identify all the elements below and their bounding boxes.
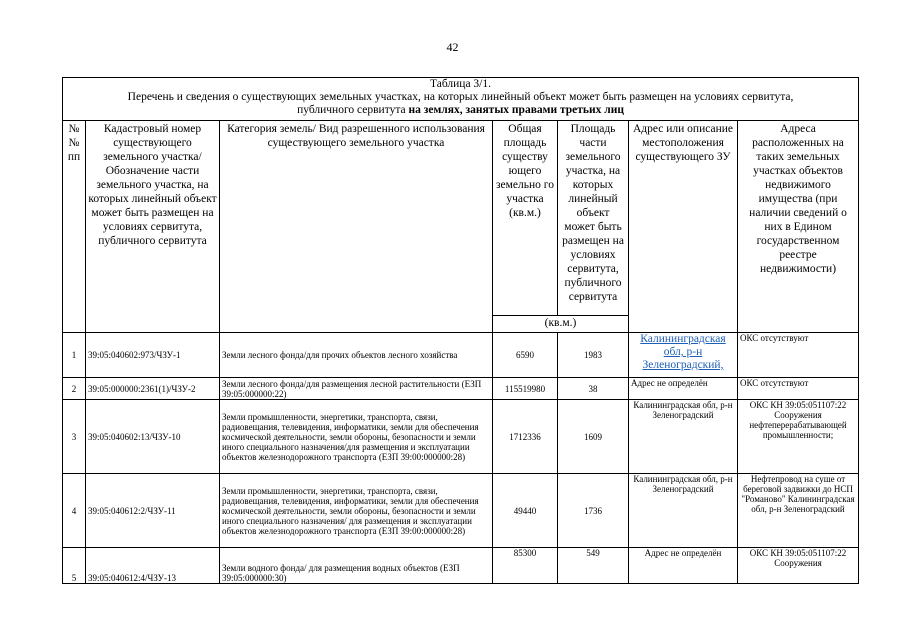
cell-cadastral: 39:05:000000:2361(1)/ЧЗУ-2 — [86, 378, 220, 400]
cell-category: Земли лесного фонда/для прочих объектов лесного хозяйства — [220, 333, 493, 378]
cell-total-area: 1712336 — [493, 400, 558, 474]
header-category: Категория земель/ Вид разрешенного использования существующего земельного участка — [220, 121, 493, 333]
cell-objects: ОКС отсутствуют — [738, 333, 859, 378]
cell-objects: ОКС КН 39:05:051107:22 Сооружения нефтеперерабатывающей промышленности; — [738, 400, 859, 474]
cell-cadastral: 39:05:040602:13/ЧЗУ-10 — [86, 400, 220, 474]
cell-address: Адрес не определён — [629, 548, 738, 584]
cell-part-area: 1983 — [558, 333, 629, 378]
cell-objects: ОКС отсутствуют — [738, 378, 859, 400]
table-caption — [63, 78, 859, 121]
cell-total-area: 49440 — [493, 474, 558, 548]
cell-part-area: 38 — [558, 378, 629, 400]
cell-num: 5 — [63, 548, 86, 584]
cell-num: 4 — [63, 474, 86, 548]
cell-cadastral: 39:05:040602:973/ЧЗУ-1 — [86, 333, 220, 378]
header-address: Адрес или описание местоположения существующего ЗУ — [629, 121, 738, 333]
header-part-area: Площадь части земельного участка, на которых линейный объект может быть размещен на условиях сервитута, публичного сервитута — [558, 121, 629, 316]
cell-total-area: 6590 — [493, 333, 558, 378]
cell-category: Земли лесного фонда/для размещения лесной растительности (ЕЗП 39:05:000000:22) — [220, 378, 493, 400]
cell-address: Калининградская обл, р-н Зеленоградский — [629, 474, 738, 548]
table-row — [63, 333, 859, 378]
cell-total-area: 115519980 — [493, 378, 558, 400]
cell-num: 1 — [63, 333, 86, 378]
table-row — [63, 400, 859, 474]
cell-total-area: 85300 — [493, 548, 558, 584]
cell-category: Земли промышленности, энергетики, транспорта, связи, радиовещания, телевидения, информатики, земли для обеспечения космической деятельности, земли обороны, безопасности и земли иного специального назначения/для размещения и эксплуатации объектов железнодорожного транспорта (ЕЗП 39:00:000000:28) — [220, 400, 493, 474]
table-caption-line2-bold: на землях, занятых правами третьих лиц — [408, 104, 624, 116]
header-objects: Адреса расположенных на таких земельных участках объектов недвижимого имущества (при наличии сведений о них в Едином государственном реестре недвижимости) — [738, 121, 859, 333]
cell-objects: Нефтепровод на суше от береговой задвижки до НСП "Романово" Калининградская обл, р-н Зеленоградский — [738, 474, 859, 548]
header-unit: (кв.м.) — [493, 316, 629, 333]
cell-category: Земли промышленности, энергетики, транспорта, связи, радиовещания, телевидения, информатики, земли для обеспечения космической деятельности, земли обороны, безопасности и земли иного специального назначения/ для размещения и эксплуатации объектов железнодорожного транспорта (ЕЗП 39:00:000000:28) — [220, 474, 493, 548]
table-caption-line1: Перечень и сведения о существующих земельных участках, на которых линейный объект может быть размещен на условиях сервитута, — [127, 91, 794, 103]
land-plots-table — [62, 77, 859, 584]
address-link[interactable]: Калининградская обл, р-н Зеленоградский, — [640, 333, 726, 371]
cell-objects: ОКС КН 39:05:051107:22 Сооружения — [738, 548, 859, 584]
cell-cadastral: 39:05:040612:2/ЧЗУ-11 — [86, 474, 220, 548]
page-number: 42 — [446, 40, 459, 54]
table-caption-line2 — [65, 104, 856, 117]
cell-category: Земли водного фонда/ для размещения водных объектов (ЕЗП 39:05:000000:30) — [220, 548, 493, 584]
cell-part-area: 1736 — [558, 474, 629, 548]
cell-address — [629, 333, 738, 378]
cell-num: 2 — [63, 378, 86, 400]
cell-num: 3 — [63, 400, 86, 474]
table-row — [63, 474, 859, 548]
cell-address: Адрес не определён — [629, 378, 738, 400]
table-caption-line2-plain: публичного сервитута — [297, 104, 409, 116]
cell-address: Калининградская обл, р-н Зеленоградский — [629, 400, 738, 474]
table-row — [63, 378, 859, 400]
cell-part-area: 1609 — [558, 400, 629, 474]
table-caption-title: Таблица 3/1. — [430, 78, 492, 90]
header-num: №№ пп — [63, 121, 86, 333]
cell-part-area: 549 — [558, 548, 629, 584]
header-cadastral: Кадастровый номер существующего земельного участка/ Обозначение части земельного участка, на которых линейный объект может быть размещен на условиях сервитута, публичного сервитута — [86, 121, 220, 333]
header-total-area: Общая площадь существу ющего земельно го участка (кв.м.) — [493, 121, 558, 316]
cell-cadastral: 39:05:040612:4/ЧЗУ-13 — [86, 548, 220, 584]
table-row — [63, 548, 859, 584]
